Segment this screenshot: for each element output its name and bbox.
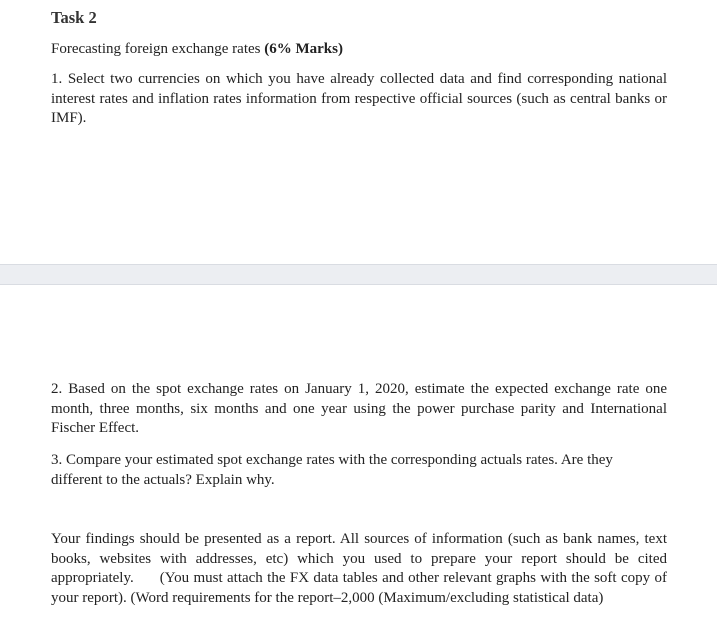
findings-part-1: Your findings should be presented as a report. All sources of information (such as bank names, text books, websites with addresses, etc) which you used to prepare your report should be cited appropriately. bbox=[51, 531, 667, 586]
subtitle-marks: (6% Marks) bbox=[264, 41, 343, 57]
question-3: 3. Compare your estimated spot exchange rates with the corresponding actuals rates. Are they different to the actuals? Explain why. bbox=[51, 452, 613, 488]
task-heading: Task 2 bbox=[51, 8, 97, 27]
question-1: 1. Select two currencies on which you have already collected data and find corresponding national interest rates and inflation rates information from respective official sources (such as central banks or IMF). bbox=[51, 71, 667, 126]
findings-part-2: (You must attach the FX data tables and other relevant graphs with the soft copy of your report). (Word requirements for the report–2,000 (Maximum/excluding statistical data) bbox=[51, 570, 667, 606]
task-subtitle bbox=[51, 40, 667, 60]
subtitle-text: Forecasting foreign exchange rates bbox=[51, 41, 261, 57]
question-2: 2. Based on the spot exchange rates on January 1, 2020, estimate the expected exchange rate one month, three months, six months and one year using the power purchase parity and International Fischer Effect. bbox=[51, 381, 667, 436]
page-divider bbox=[0, 264, 717, 285]
findings-paragraph bbox=[51, 530, 667, 608]
